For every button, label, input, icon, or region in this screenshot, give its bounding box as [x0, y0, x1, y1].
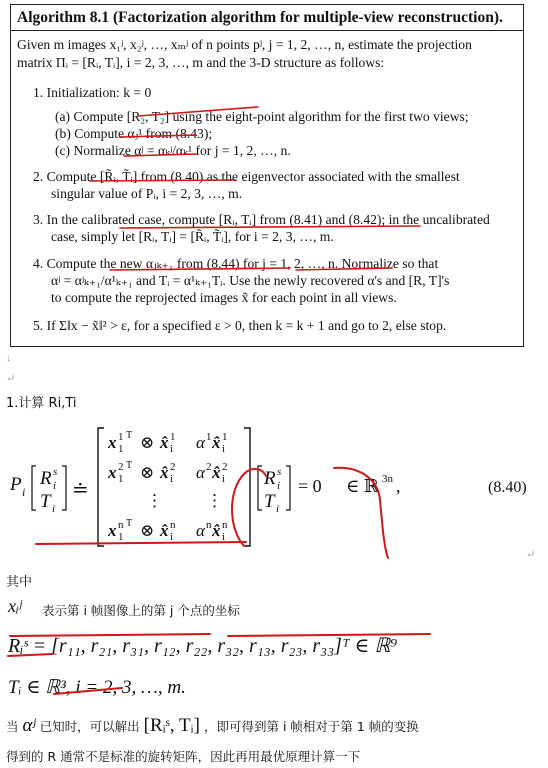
svg-text:x: x	[108, 463, 117, 482]
algorithm-title: Algorithm 8.1 (Factorization algorithm for multiple-view reconstruction).	[11, 5, 523, 31]
svg-text:T: T	[126, 430, 133, 441]
return-mark-3: ↵	[526, 549, 536, 561]
svg-text:1: 1	[222, 431, 228, 443]
line-known-mid: 已知时，可以解出	[39, 719, 140, 734]
step-2-line-2: singular value of Pᵢ, i = 2, 3, …, m.	[51, 186, 243, 201]
svg-text:i: i	[170, 531, 174, 543]
svg-text:i: i	[276, 503, 280, 515]
svg-text:i: i	[53, 480, 57, 492]
svg-text:T: T	[126, 460, 133, 471]
svg-text:T: T	[126, 518, 133, 529]
underline-step3	[120, 226, 420, 228]
step-1a: (a) Compute [R₂, T₂] using the eight-point algorithm for the first two views;	[55, 109, 469, 124]
strike-r2-t2	[138, 107, 258, 116]
svg-text:= 0: = 0	[298, 476, 322, 496]
line-known-bracket: [Rᵢˢ, Tᵢ]	[143, 715, 200, 736]
svg-text:R: R	[40, 468, 52, 489]
svg-text:α: α	[196, 463, 205, 482]
svg-text:n: n	[206, 519, 212, 531]
svg-text:⊗: ⊗	[140, 463, 155, 482]
svg-text:T: T	[40, 491, 51, 512]
svg-text:2: 2	[222, 461, 228, 473]
return-mark-2: ↵	[6, 373, 16, 385]
svg-text:i: i	[222, 443, 226, 455]
algorithm-annotations	[0, 0, 548, 345]
svg-text:⋮: ⋮	[146, 491, 163, 510]
step-1b: (b) Compute αⱼ¹ from (8.43);	[55, 126, 213, 141]
step-5: 5. If Σ‖x − x̃‖² > ε, for a specified ε > 0, then k = k + 1 and go to 2, else stop.	[33, 318, 447, 333]
svg-text:n: n	[170, 519, 176, 531]
line-known-alpha: αʲ	[22, 715, 36, 736]
svg-text:i: i	[277, 480, 281, 492]
equation-840	[0, 410, 548, 560]
svg-text:1: 1	[118, 431, 124, 443]
rs-annotations	[0, 620, 548, 670]
step-4-line-1: 4. Compute the new αⱼₖ₊₁ from (8.44) for j = 1, 2, …, n. Normalize so that	[33, 256, 439, 271]
svg-text:x̂: x̂	[160, 463, 169, 482]
svg-text:i: i	[170, 443, 174, 455]
svg-text:R: R	[264, 468, 276, 489]
svg-text:i: i	[170, 473, 174, 485]
t-definition: Tᵢ ∈ ℝ³, i = 2, 3, …, m.	[8, 677, 186, 698]
svg-text:s: s	[277, 466, 282, 478]
t-annotation	[0, 676, 548, 706]
return-mark-1: ↓	[6, 352, 12, 364]
x-def-text: 表示第 i 帧图像上的第 j 个点的坐标	[42, 603, 240, 618]
svg-text:1: 1	[118, 531, 124, 543]
svg-text:1: 1	[206, 431, 212, 443]
svg-text:α: α	[196, 433, 205, 452]
step-2-line-1: 2. Compute [R̃ᵢ, T̃ᵢ] from (8.40) as the eigenvector associated with the smallest	[33, 169, 460, 184]
svg-text:i: i	[222, 531, 226, 543]
where-label: 其中	[6, 575, 33, 590]
svg-text:x̂: x̂	[160, 521, 169, 540]
underline-compute-r-t	[90, 180, 236, 181]
svg-text:i: i	[222, 473, 226, 485]
svg-text:1: 1	[170, 431, 176, 443]
rs-definition: Rᵢˢ = [r₁₁, r₂₁, r₃₁, r₁₂, r₂₂, r₃₂, r₁₃, r₂₃, r₃₃]ᵀ ∈ ℝ⁹	[8, 635, 398, 657]
svg-text:x̂: x̂	[212, 463, 221, 482]
svg-text:⊗: ⊗	[140, 433, 155, 452]
svg-text:i: i	[52, 503, 56, 515]
svg-text:⊗: ⊗	[140, 521, 155, 540]
equation-number: (8.40)	[488, 479, 527, 496]
underline-alpha-1	[120, 135, 196, 137]
svg-text:3n: 3n	[382, 473, 393, 485]
svg-text:∈ ℝ: ∈ ℝ	[346, 476, 379, 496]
step-3-line-1: 3. In the calibrated case, compute [Rᵢ, Tᵢ] from (8.41) and (8.42); in the uncalibrated	[33, 212, 490, 227]
svg-text:s: s	[53, 466, 58, 478]
svg-text:x̂: x̂	[212, 433, 221, 452]
svg-text:2: 2	[206, 461, 212, 473]
svg-text:1: 1	[118, 443, 124, 455]
step-1c: (c) Normalize αʲ = αₖʲ/αₖ¹ for j = 1, 2, …, n.	[55, 143, 291, 158]
line-last: 得到的 R 通常不是标准的旋转矩阵，因此再用最优原理计算一下	[6, 749, 361, 764]
underline-step4-left	[110, 268, 290, 270]
x-def-symbol: xᵢʲ	[8, 596, 22, 616]
svg-text:x̂: x̂	[160, 433, 169, 452]
svg-text:i: i	[22, 485, 26, 499]
underline-alpha-k	[124, 154, 196, 156]
svg-text:,: ,	[396, 476, 401, 496]
svg-text:n: n	[118, 519, 124, 531]
svg-text:n: n	[222, 519, 228, 531]
svg-text:x̂: x̂	[212, 521, 221, 540]
svg-text:1: 1	[118, 473, 124, 485]
eq-lhs-p: P	[10, 474, 22, 495]
note-heading: 1.计算 Ri,Ti	[6, 396, 77, 411]
underline-step4-right	[296, 268, 392, 270]
line-known	[6, 712, 419, 740]
step-4-line-3: to compute the reprojected images x̃ for each point in all views.	[51, 290, 397, 305]
line-known-pre: 当	[6, 719, 19, 734]
svg-text:⋮: ⋮	[206, 491, 223, 510]
step-1: 1. Initialization: k = 0	[33, 85, 152, 100]
step-3-line-2: case, simply let [Rᵢ, Tᵢ] = [R̃ᵢ, T̃ᵢ], for i = 2, 3, …, m.	[51, 229, 334, 244]
svg-text:T: T	[264, 491, 275, 512]
svg-text:2: 2	[170, 461, 176, 473]
intro-line-2: matrix Πᵢ = [Rᵢ, Tᵢ], i = 2, 3, …, m and the 3-D structure as follows:	[17, 55, 385, 70]
svg-text:α: α	[196, 521, 205, 540]
svg-text:x: x	[108, 521, 117, 540]
svg-text:2: 2	[118, 461, 124, 473]
svg-text:≐: ≐	[72, 479, 89, 501]
line-known-post: ，即可得到第 i 帧相对于第 1 帧的变换	[203, 719, 419, 734]
svg-text:x: x	[108, 433, 117, 452]
intro-line-1: Given m images x₁ʲ, x₂ʲ, …, xₘʲ of n points pʲ, j = 1, 2, …, n, estimate the projection	[17, 37, 472, 52]
step-4-line-2: αʲ = αʲₖ₊₁/α¹ₖ₊₁ and Tᵢ = α¹ₖ₊₁Tᵢ. Use the newly recovered α's and [R, T]'s	[51, 273, 450, 288]
